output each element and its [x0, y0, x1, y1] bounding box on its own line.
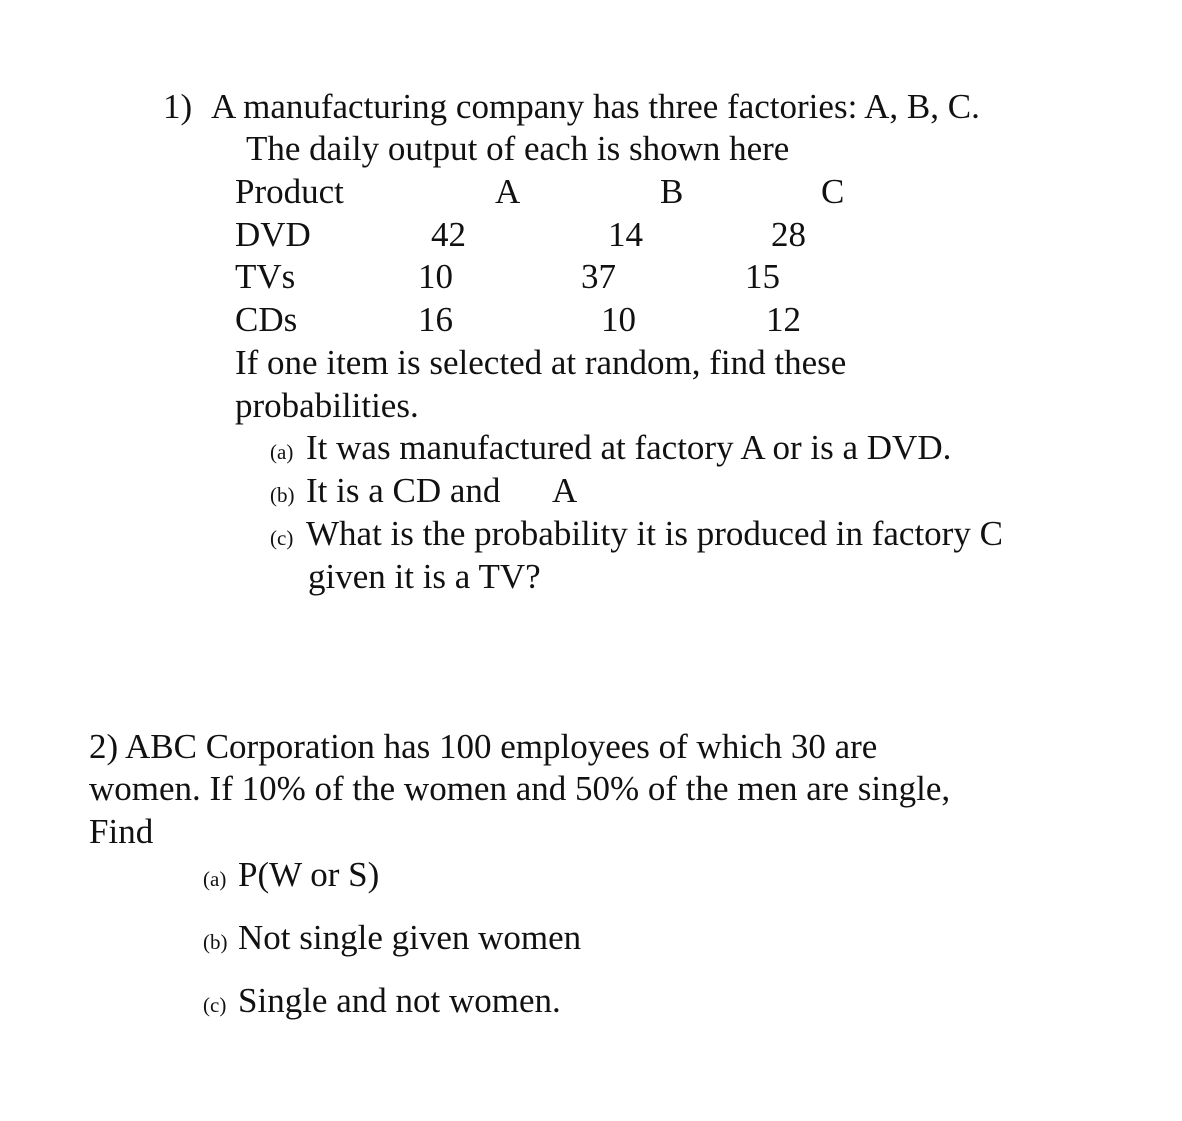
part-text: It was manufactured at factory A or is a DVD. — [306, 428, 952, 467]
problem-1-prompt-line-2: probabilities. — [235, 386, 419, 425]
table-cell-b: 10 — [601, 300, 636, 339]
table-cell-a: 42 — [431, 215, 466, 254]
table-cell-product: CDs — [235, 300, 298, 339]
problem-2-line-2: women. If 10% of the women and 50% of the men are single, — [89, 769, 951, 808]
part-label: (a) — [203, 867, 227, 891]
table-header-product: Product — [235, 172, 344, 211]
part-label: (b) — [270, 483, 295, 507]
part-text: Not single given women — [238, 918, 582, 957]
part-text: What is the probability it is produced in factory C — [306, 514, 1003, 553]
table-header-b: B — [660, 172, 684, 211]
table-cell-a: 16 — [418, 300, 453, 339]
problem-1-intro-line-2: The daily output of each is shown here — [246, 129, 790, 168]
part-text: Single and not women. — [238, 981, 561, 1020]
table-cell-a: 10 — [418, 257, 453, 296]
problem-2-line-1: 2) ABC Corporation has 100 employees of which 30 are — [89, 727, 878, 766]
table-header-c: C — [821, 172, 845, 211]
part-text-line-2: given it is a TV? — [308, 557, 541, 596]
part-text-extra: A — [552, 471, 578, 510]
part-text: It is a CD and — [306, 471, 501, 510]
problem-2-line-3: Find — [89, 812, 154, 851]
problem-1-number: 1) — [163, 87, 193, 126]
problem-1-prompt-line-1: If one item is selected at random, find these — [235, 343, 847, 382]
table-cell-c: 15 — [745, 257, 780, 296]
part-label: (c) — [203, 993, 227, 1017]
part-label: (b) — [203, 930, 228, 954]
table-cell-product: DVD — [235, 215, 311, 254]
problem-1-intro-line-1: A manufacturing company has three factories: A, B, C. — [211, 87, 980, 126]
table-header-a: A — [495, 172, 521, 211]
part-label: (c) — [270, 526, 294, 550]
table-cell-product: TVs — [235, 257, 296, 296]
table-cell-b: 14 — [608, 215, 643, 254]
table-cell-c: 28 — [771, 215, 806, 254]
table-cell-c: 12 — [766, 300, 801, 339]
part-text: P(W or S) — [238, 855, 380, 894]
table-cell-b: 37 — [581, 257, 616, 296]
part-label: (a) — [270, 440, 294, 464]
